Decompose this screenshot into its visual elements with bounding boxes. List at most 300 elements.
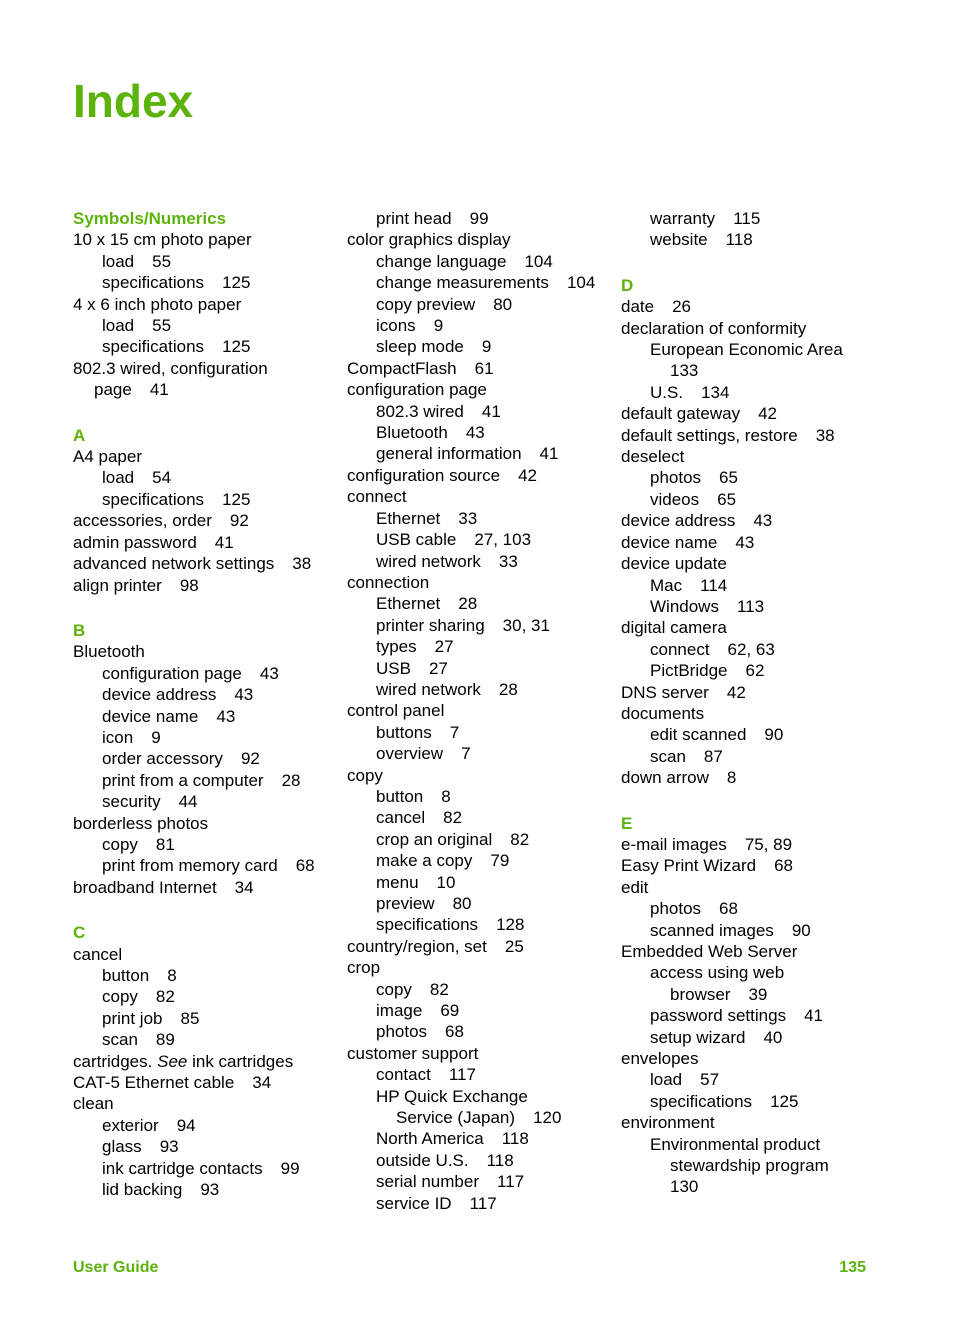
index-term: make a copy: [376, 851, 473, 871]
section-gap: [621, 789, 883, 813]
index-term: DNS server: [621, 682, 709, 702]
index-entry: [347, 979, 609, 1000]
index-term: ink cartridge contacts: [102, 1158, 263, 1178]
page-reference: 65: [717, 489, 737, 509]
index-entry: [73, 986, 335, 1007]
index-term: 802.3 wired, configuration: [73, 358, 268, 378]
page-reference: 114: [700, 575, 728, 595]
index-term: European Economic Area: [650, 340, 843, 360]
page-title: Index: [73, 75, 194, 127]
index-entry: [621, 1069, 883, 1090]
page-reference: 43: [234, 685, 254, 705]
index-term: videos: [650, 489, 700, 509]
page-reference: 33: [498, 551, 518, 571]
index-entry: [347, 1064, 609, 1085]
index-entry: [73, 748, 335, 769]
index-entry: [347, 315, 609, 336]
index-term: password settings: [650, 1006, 787, 1026]
page-reference: 28: [498, 679, 518, 699]
page-reference: 27, 103: [474, 530, 532, 550]
index-entry: [621, 360, 883, 381]
page-reference: 113: [736, 596, 765, 616]
index-entry: [621, 682, 883, 703]
index-term: cartridges.: [73, 1051, 153, 1071]
index-entry: [347, 1043, 609, 1064]
index-entry: [347, 765, 609, 786]
index-term: Ethernet: [376, 594, 441, 614]
index-entry: [347, 722, 609, 743]
index-term: advanced network settings: [73, 554, 275, 574]
index-entry: [621, 767, 883, 788]
index-term: scanned images: [650, 920, 774, 940]
page-reference: 89: [155, 1030, 175, 1050]
index-term: load: [102, 251, 135, 271]
index-term: configuration source: [347, 465, 501, 485]
index-term: digital camera: [621, 618, 727, 638]
index-term: button: [102, 966, 150, 985]
index-entry: [347, 529, 609, 550]
index-entry: [73, 510, 335, 531]
index-entry: [621, 1048, 883, 1069]
index-entry: [347, 1171, 609, 1192]
section-heading: B: [73, 620, 86, 640]
page-reference: 28: [281, 770, 301, 790]
index-term: down arrow: [621, 768, 709, 788]
page-reference: 115: [733, 209, 761, 228]
index-term: wired network: [376, 679, 481, 699]
index-term: setup wizard: [650, 1027, 746, 1047]
page-reference: 80: [452, 894, 472, 913]
page-reference: 43: [753, 511, 773, 531]
index-term: copy: [102, 834, 138, 854]
index-entry: [73, 553, 335, 574]
index-term: warranty: [650, 209, 716, 228]
index-entry: [347, 1107, 609, 1128]
index-term: default settings, restore: [621, 425, 798, 445]
index-term: 10 x 15 cm photo paper: [73, 230, 252, 250]
page-reference: 92: [240, 749, 260, 769]
index-term: stewardship program: [670, 1156, 829, 1176]
index-entry: [347, 957, 609, 978]
index-entry: [347, 893, 609, 914]
page-reference: 42: [758, 404, 778, 424]
index-column-2: [347, 208, 609, 1214]
index-term: Windows: [650, 596, 719, 616]
index-term: customer support: [347, 1043, 479, 1063]
index-entry: [347, 358, 609, 379]
page-reference: 90: [764, 725, 784, 745]
page-reference: 117: [448, 1065, 476, 1085]
index-entry: [347, 936, 609, 957]
index-entry: [73, 1008, 335, 1029]
index-entry: [621, 510, 883, 531]
index-entry: [621, 898, 883, 919]
index-entry: [73, 1158, 335, 1179]
index-term: accessories, order: [73, 511, 212, 531]
index-term: control panel: [347, 701, 445, 721]
page-reference: 8: [726, 768, 737, 788]
page-reference: 87: [703, 746, 723, 766]
page-reference: 25: [504, 936, 524, 956]
index-entry: [347, 679, 609, 700]
page-reference: 27: [434, 637, 454, 657]
index-entry: [621, 724, 883, 745]
index-entry: [73, 1051, 335, 1072]
index-term: service ID: [376, 1193, 452, 1213]
index-term: photos: [650, 468, 702, 488]
index-term: specifications: [376, 915, 479, 935]
index-entry: [621, 1134, 883, 1155]
index-entry: [621, 941, 883, 962]
index-entry: [73, 965, 335, 986]
index-entry: [347, 1021, 609, 1042]
index-entry: [347, 1000, 609, 1021]
index-entry: [347, 1193, 609, 1214]
index-term: outside U.S.: [376, 1150, 469, 1170]
index-term: change measurements: [376, 273, 549, 293]
index-term: sleep mode: [376, 337, 464, 357]
index-term: load: [102, 316, 135, 336]
index-term: U.S.: [650, 382, 684, 402]
page-reference: 82: [429, 979, 449, 999]
index-entry: [347, 401, 609, 422]
index-entry: [73, 1072, 335, 1093]
index-term: default gateway: [621, 404, 741, 424]
index-term: copy: [376, 979, 412, 999]
page-reference: 99: [280, 1158, 300, 1178]
index-entry: [73, 877, 335, 898]
index-entry: [347, 294, 609, 315]
index-entry: [347, 465, 609, 486]
page-reference: 30, 31: [502, 615, 550, 635]
page-reference: 28: [458, 594, 478, 614]
index-term: access using web: [650, 963, 785, 983]
index-term: Bluetooth: [73, 642, 145, 662]
index-term: connect: [347, 487, 407, 507]
index-entry: [621, 877, 883, 898]
page-reference: 10: [436, 872, 456, 892]
page-reference: 69: [440, 1001, 460, 1021]
index-entry: [347, 272, 609, 293]
index-entry: [621, 446, 883, 467]
index-term: 4 x 6 inch photo paper: [73, 294, 242, 314]
index-entry: [621, 920, 883, 941]
page-reference: 104: [566, 273, 596, 293]
index-term: icon: [102, 727, 134, 747]
index-term: e-mail images: [621, 834, 727, 854]
index-entry: [621, 703, 883, 724]
index-entry: [347, 872, 609, 893]
index-term: icons: [376, 316, 416, 336]
index-term: align printer: [73, 575, 162, 595]
index-term: environment: [621, 1113, 715, 1133]
index-entry: [73, 272, 335, 293]
index-entry: [73, 706, 335, 727]
index-entry: [621, 617, 883, 638]
page-reference: 125: [222, 273, 251, 293]
page-reference: 128: [496, 915, 525, 935]
index-entry: [73, 532, 335, 553]
page-reference: 62, 63: [727, 639, 775, 659]
index-entry: [73, 1029, 335, 1050]
index-entry: [347, 615, 609, 636]
index-term: overview: [376, 744, 444, 764]
index-term: specifications: [102, 489, 205, 509]
page-reference: 43: [465, 423, 485, 443]
index-term: device address: [102, 685, 217, 705]
index-term: clean: [73, 1094, 114, 1114]
index-entry: [73, 251, 335, 272]
page-reference: 79: [490, 851, 510, 871]
index-term: image: [376, 1001, 423, 1021]
index-entry: [621, 425, 883, 446]
index-entry: [73, 294, 335, 315]
page-reference: 68: [774, 856, 794, 876]
index-entry: [347, 551, 609, 572]
index-entry: [347, 208, 609, 229]
index-entry: [621, 855, 883, 876]
index-entry: [73, 489, 335, 510]
index-term: preview: [376, 894, 435, 913]
page-reference: 9: [481, 337, 492, 357]
index-term: load: [102, 468, 135, 488]
index-term: wired network: [376, 551, 481, 571]
index-entry: [73, 446, 335, 467]
page-reference: 99: [469, 209, 489, 228]
page-reference: 104: [524, 251, 553, 271]
index-entry: [347, 807, 609, 828]
page-reference: 7: [449, 722, 460, 742]
index-entry: [73, 1093, 335, 1114]
index-entry: [73, 684, 335, 705]
page-reference: 38: [292, 554, 312, 574]
index-term: cancel: [376, 808, 426, 828]
index-term: configuration page: [347, 380, 487, 400]
index-entry: [347, 508, 609, 529]
index-term: specifications: [102, 273, 205, 293]
index-entry: [73, 727, 335, 748]
index-term: menu: [376, 872, 419, 892]
page-reference: 75, 89: [744, 834, 793, 854]
index-entry: [347, 229, 609, 250]
index-term: specifications: [102, 337, 205, 357]
index-term: security: [102, 792, 161, 812]
index-term: color graphics display: [347, 230, 511, 250]
page-reference: 8: [167, 966, 177, 985]
index-entry: [621, 1155, 883, 1176]
index-entry: [621, 1112, 883, 1133]
index-term: CompactFlash: [347, 358, 457, 378]
index-term: PictBridge: [650, 661, 728, 681]
index-entry: [347, 1086, 609, 1107]
index-entry: [621, 208, 883, 229]
index-term: print from a computer: [102, 770, 264, 790]
index-entry: [621, 467, 883, 488]
index-entry: [73, 336, 335, 357]
index-entry: [73, 1136, 335, 1157]
index-term: browser: [670, 984, 731, 1004]
page-reference: 134: [701, 382, 730, 402]
index-entry: [621, 746, 883, 767]
index-term: print from memory card: [102, 856, 278, 876]
index-entry: [621, 296, 883, 317]
index-entry: [347, 1150, 609, 1171]
index-entry: [347, 829, 609, 850]
page-reference: 41: [804, 1006, 823, 1026]
page-reference: 82: [510, 829, 530, 849]
index-term: printer sharing: [376, 615, 485, 635]
index-term: Service (Japan): [396, 1108, 516, 1128]
page-reference: 94: [176, 1115, 196, 1135]
index-term: button: [376, 786, 424, 806]
page-reference: 26: [672, 297, 692, 317]
see-target: ink cartridges: [192, 1051, 294, 1071]
index-term: A4 paper: [73, 447, 142, 467]
page-reference: 98: [179, 575, 199, 595]
index-entry: [73, 467, 335, 488]
index-term: general information: [376, 444, 522, 464]
index-term: USB cable: [376, 530, 457, 550]
index-entry: [73, 1115, 335, 1136]
index-entry: [347, 422, 609, 443]
page-reference: 92: [229, 511, 249, 531]
index-entry: [621, 834, 883, 855]
index-entry: [347, 593, 609, 614]
index-term: photos: [650, 899, 702, 919]
index-term: connect: [650, 639, 710, 659]
page-reference: 8: [441, 786, 451, 806]
index-entry: [621, 575, 883, 596]
section-gap: [73, 401, 335, 425]
index-entry: [621, 984, 883, 1005]
page-reference: 93: [200, 1180, 220, 1200]
index-term: North America: [376, 1129, 484, 1149]
index-term: Mac: [650, 575, 683, 595]
page-reference: 55: [152, 316, 172, 336]
index-term: scan: [650, 746, 686, 766]
page-reference: 43: [216, 706, 236, 726]
page-reference: 34: [252, 1073, 272, 1093]
section-heading: A: [73, 425, 86, 445]
index-term: broadband Internet: [73, 877, 217, 897]
page-reference: 120: [533, 1108, 562, 1128]
index-entry: [621, 229, 883, 250]
section-heading: D: [621, 275, 634, 295]
index-term: admin password: [73, 532, 197, 552]
index-entry: [347, 786, 609, 807]
index-entry: [347, 914, 609, 935]
index-term: CAT-5 Ethernet cable: [73, 1073, 235, 1093]
page-reference: 41: [214, 532, 234, 552]
index-term: print job: [102, 1008, 163, 1028]
index-entry: [347, 572, 609, 593]
index-entry: [621, 596, 883, 617]
index-term: deselect: [621, 447, 685, 467]
index-entry: [347, 700, 609, 721]
page-reference: 62: [745, 661, 765, 681]
index-term: device name: [621, 532, 718, 552]
index-entry: [73, 379, 335, 400]
page-reference: 82: [443, 808, 463, 828]
index-entry: [73, 834, 335, 855]
index-term: edit scanned: [650, 725, 747, 745]
page-reference: 68: [445, 1022, 464, 1042]
page-reference: 118: [486, 1150, 514, 1170]
index-entry: [73, 575, 335, 596]
index-entry: [621, 1027, 883, 1048]
index-entry: [347, 743, 609, 764]
page-reference: 118: [501, 1129, 529, 1149]
page-reference: 93: [159, 1137, 179, 1157]
index-entry: [621, 489, 883, 510]
index-term: crop an original: [376, 829, 493, 849]
index-term: page: [94, 380, 132, 400]
page-reference: 54: [152, 468, 172, 488]
index-entry: [621, 532, 883, 553]
index-term: device name: [102, 706, 199, 726]
index-term: HP Quick Exchange: [376, 1086, 528, 1106]
index-term: cancel: [73, 944, 123, 964]
page-reference: 9: [151, 727, 161, 747]
index-term: types: [376, 637, 417, 657]
index-entry: [621, 1091, 883, 1112]
index-entry: [621, 339, 883, 360]
page-reference: 55: [152, 251, 172, 271]
section-gap: [73, 898, 335, 922]
page-reference: 80: [493, 294, 513, 314]
index-term: device address: [621, 511, 736, 531]
index-entry: [73, 813, 335, 834]
page-reference: 61: [474, 358, 494, 378]
index-term: website: [650, 230, 708, 250]
index-term: copy: [347, 765, 383, 785]
index-term: contact: [376, 1065, 431, 1085]
index-entry: [347, 658, 609, 679]
index-term: configuration page: [102, 663, 242, 683]
index-entry: [347, 850, 609, 871]
index-term: country/region, set: [347, 936, 487, 956]
index-term: envelopes: [621, 1049, 699, 1069]
index-term: scan: [102, 1030, 138, 1050]
index-term: specifications: [650, 1091, 753, 1111]
page-reference: 7: [461, 744, 471, 764]
index-term: crop: [347, 958, 381, 978]
page-reference: 40: [763, 1027, 783, 1047]
index-term: copy preview: [376, 294, 476, 314]
index-entry: [73, 944, 335, 965]
index-entry: [73, 855, 335, 876]
index-term: print head: [376, 209, 452, 228]
index-term: declaration of conformity: [621, 318, 807, 338]
index-entry: [621, 382, 883, 403]
index-term: glass: [102, 1137, 142, 1157]
section-heading: Symbols/Numerics: [73, 209, 227, 228]
section-gap: [621, 251, 883, 275]
page-reference: 125: [770, 1091, 799, 1111]
index-term: USB: [376, 658, 411, 678]
index-entry: [621, 403, 883, 424]
index-term: buttons: [376, 722, 432, 742]
page-reference: 82: [155, 987, 175, 1007]
index-term: device update: [621, 554, 727, 574]
page-reference: 34: [234, 877, 254, 897]
page-reference: 118: [725, 230, 753, 250]
page-reference: 81: [155, 834, 175, 854]
index-entry: [621, 318, 883, 339]
index-entry: [73, 358, 335, 379]
index-entry: [73, 791, 335, 812]
index-term: Environmental product: [650, 1134, 821, 1154]
